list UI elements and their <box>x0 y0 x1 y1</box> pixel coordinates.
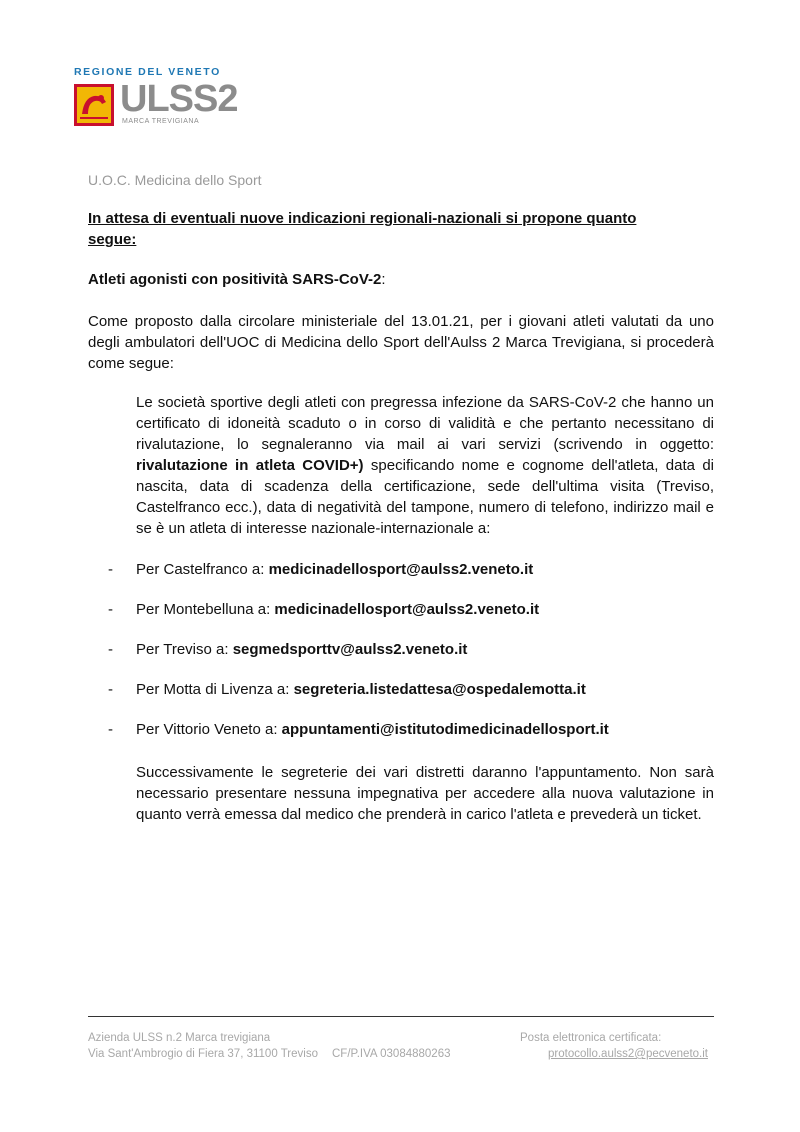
section-heading-tail: : <box>381 271 386 288</box>
logo-region-text: REGIONE DEL VENETO <box>74 66 221 78</box>
footer-vat: CF/P.IVA 03084880263 <box>331 1048 451 1060</box>
list-dash: - <box>108 641 113 658</box>
footer-address-row <box>88 1046 451 1062</box>
contact-email[interactable]: segmedsporttv@aulss2.veneto.it <box>232 641 468 658</box>
list-dash: - <box>108 681 113 698</box>
lion-crest-icon <box>74 84 114 126</box>
footer-street: Via Sant'Ambrogio di Fiera 37, 31100 Treviso <box>88 1048 318 1060</box>
footer-org: Azienda ULSS n.2 Marca trevigiana <box>88 1032 271 1044</box>
document-headline: In attesa di eventuali nuove indicazioni regionali-nazionali si propone quanto segue: <box>88 210 637 248</box>
contact-list <box>108 560 728 760</box>
contact-label: Per Vittorio Veneto a: <box>136 721 282 738</box>
unit-name: U.O.C. Medicina dello Sport <box>88 172 262 188</box>
closing-paragraph: Successivamente le segreterie dei vari distretti daranno l'appuntamento. Non sarà necessario presentare nessuna impegnativa per accedere alla nuova valutazione in quanto verrà emessa dal medico che prenderà in carico l'atleta e prevederà un ticket. <box>136 764 714 823</box>
list-dash: - <box>108 721 113 738</box>
contact-email[interactable]: appuntamenti@istitutodimedicinadellosport.it <box>281 721 609 738</box>
list-item <box>108 680 728 720</box>
footer-pec <box>520 1030 708 1062</box>
contact-label: Per Castelfranco a: <box>136 561 269 578</box>
contact-label: Per Montebelluna a: <box>136 601 275 618</box>
instructions-part1: Le società sportive degli atleti con pregressa infezione da SARS-CoV-2 che hanno un certificato di idoneità scaduto o in corso di validità e che pertanto necessitano di rivalutazione, lo segnaleranno via mail ai vari servizi (scrivendo in oggetto: <box>136 394 714 453</box>
intro-paragraph: Come proposto dalla circolare ministeriale del 13.01.21, per i giovani atleti valutati da uno degli ambulatori dell'UOC di Medicina dello Sport dell'Aulss 2 Marca Trevigiana, si procederà come segue: <box>88 313 714 372</box>
section-heading <box>88 270 386 290</box>
list-item <box>108 600 728 640</box>
ulss2-logo <box>72 66 238 132</box>
footer-address <box>88 1030 451 1062</box>
contact-label: Per Motta di Livenza a: <box>136 681 294 698</box>
section-heading-bold: Atleti agonisti con positività SARS-CoV-2 <box>88 271 382 288</box>
logo-brand-text: ULSS <box>120 78 218 120</box>
logo-brand-number: 2 <box>217 78 238 120</box>
instructions-part2: specificando nome e cognome dell'atleta, data di nascita, data di scadenza della certificazione, sede dell'ultima visita (Treviso, Castelfranco ecc.), data di negatività del tampone, numero di telefono, indirizzo mail e se è un atleta di interesse nazionale-internazionale a: <box>136 457 715 537</box>
footer-pec-label: Posta elettronica certificata: <box>520 1032 662 1044</box>
contact-email[interactable]: medicinadellosport@aulss2.veneto.it <box>274 601 540 618</box>
logo-brand <box>120 80 238 118</box>
logo-subtitle: MARCA TREVIGIANA <box>122 118 200 125</box>
footer-divider <box>88 1016 714 1017</box>
list-item <box>108 720 728 760</box>
contact-label: Per Treviso a: <box>136 641 233 658</box>
list-item <box>108 560 728 600</box>
footer-pec-email[interactable]: protocollo.aulss2@pecveneto.it <box>548 1048 708 1060</box>
instructions-subject: rivalutazione in atleta COVID+) <box>136 457 364 474</box>
contact-email[interactable]: medicinadellosport@aulss2.veneto.it <box>268 561 534 578</box>
list-dash: - <box>108 601 113 618</box>
list-item <box>108 640 728 680</box>
instructions-paragraph <box>136 392 714 539</box>
list-dash: - <box>108 561 113 578</box>
contact-email[interactable]: segreteria.listedattesa@ospedalemotta.it <box>293 681 586 698</box>
